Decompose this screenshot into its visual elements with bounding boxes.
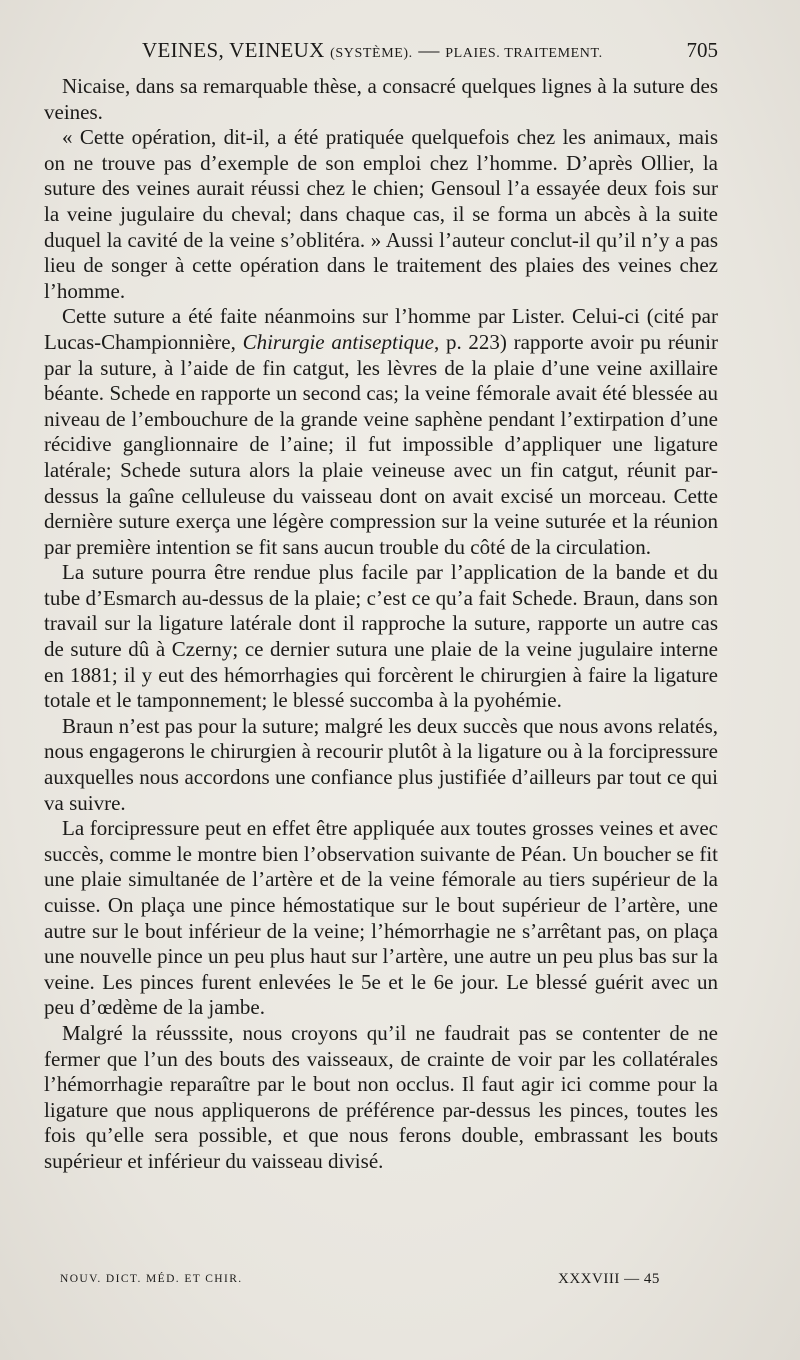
footer-signature: XXXVIII — 45 (558, 1271, 660, 1287)
header-title-main: VEINES, VEINEUX (142, 38, 325, 62)
header-title-system: (SYSTÈME). (330, 46, 413, 61)
book-title: Chirurgie antiseptique (242, 329, 434, 354)
paragraph: Nicaise, dans sa remarquable thèse, a consacré quelques lignes à la suture des veines. (44, 74, 718, 124)
header-title-dash: — (418, 38, 440, 62)
paragraph: Malgré la réusssite, nous croyons qu’il ne faudrait pas se contenter de ne fermer que l’un des bouts des vaisseaux, de crainte de voir par les collatérales l’hémorrhagie reparaître par le bout non occlus. Il faut agir ici comme pour la ligature que nous appliquerons de préférence par-dessus les pinces, toutes les fois qu’elle sera possible, et que nous ferons double, embrassant les bouts supérieur et inférieur du vaisseau divisé. (44, 1020, 718, 1173)
article-body (44, 74, 718, 1175)
paragraph: La suture pourra être rendue plus facile par l’application de la bande et du tube d’Esmarch au-dessus de la plaie; c’est ce qu’a fait Schede. Braun, dans son travail sur la ligature latérale dont il rapproche la suture, rapporte un autre cas de suture dû à Czerny; ce dernier sutura une plaie de la veine jugulaire interne en 1881; il y eut des hémorrhagies qui forcèrent le chirurgien à faire la ligature totale et le tamponnement; le blessé succomba à la pyohémie. (44, 560, 718, 713)
page-footer (44, 1271, 718, 1293)
header-title-sub: PLAIES. TRAITEMENT. (445, 46, 603, 61)
paragraph-text: , p. 223) rapporte avoir pu réunir par la suture, à l’aide de fin catgut, les lèvres de la plaie d’une veine axillaire béante. Schede en rapporte un second cas; la veine fémorale avait été blessée au niveau de l’embouchure de la grande veine saphène pendant l’extirpation d’une récidive ganglionnaire de l’aine; il fut impossible d’appliquer une ligature latérale; Schede sutura alors la plaie veineuse avec un fin catgut, réunit par-dessus la gaîne celluleuse du vaisseau dont on avait excisé un morceau. Cette dernière suture exerça une légère compression sur la veine suturée et la réunion par première intention se fit sans aucun trouble du côté de la circulation. (44, 329, 718, 559)
paragraph: Braun n’est pas pour la suture; malgré les deux succès que nous avons relatés, nous engagerons le chirurgien à recourir plutôt à la ligature ou à la forcipressure auxquelles nous accordons une confiance plus justifiée d’ailleurs par tout ce qui va suivre. (44, 713, 718, 815)
paragraph-text: Cette suture a été faite néanmoins sur l’homme par Lister. Celui-ci (cité par Lucas-Championnière, (44, 304, 718, 354)
paragraph: La forcipressure peut en effet être appliquée aux toutes grosses veines et avec succès, comme le montre bien l’observation suivante de Péan. Un boucher se fit une plaie simultanée de l’artère et de la veine fémorale au tiers supérieur de la cuisse. On plaça une pince hémostatique sur le bout supérieur de l’artère, une autre sur le bout inférieur de la veine; l’hémorrhagie ne s’arrêtant pas, on plaça une nouvelle pince un peu plus haut sur l’artère, une autre un peu plus bas sur la veine. Les pinces furent enlevées le 5e et le 6e jour. Le blessé guérit avec un peu d’œdème de la jambe. (44, 816, 718, 1020)
paragraph (44, 304, 718, 560)
paragraph: « Cette opération, dit-il, a été pratiquée quelquefois chez les animaux, mais on ne trouve pas d’exemple de son emploi chez l’homme. D’après Ollier, la suture des veines aurait réussi chez le chien; Gensoul l’a essayée deux fois sur la veine jugulaire du cheval; dans chaque cas, il se forma un abcès à la suite duquel la cavité de la veine s’oblitéra. » Aussi l’auteur conclut-il qu’il n’y a pas lieu de songer à cette opération dans le traitement des plaies des veines chez l’homme. (44, 125, 718, 303)
page-number: 705 (686, 38, 718, 62)
running-header (44, 38, 718, 68)
header-title (142, 38, 603, 63)
footer-publication: NOUV. DICT. MÉD. ET CHIR. (60, 1273, 243, 1285)
